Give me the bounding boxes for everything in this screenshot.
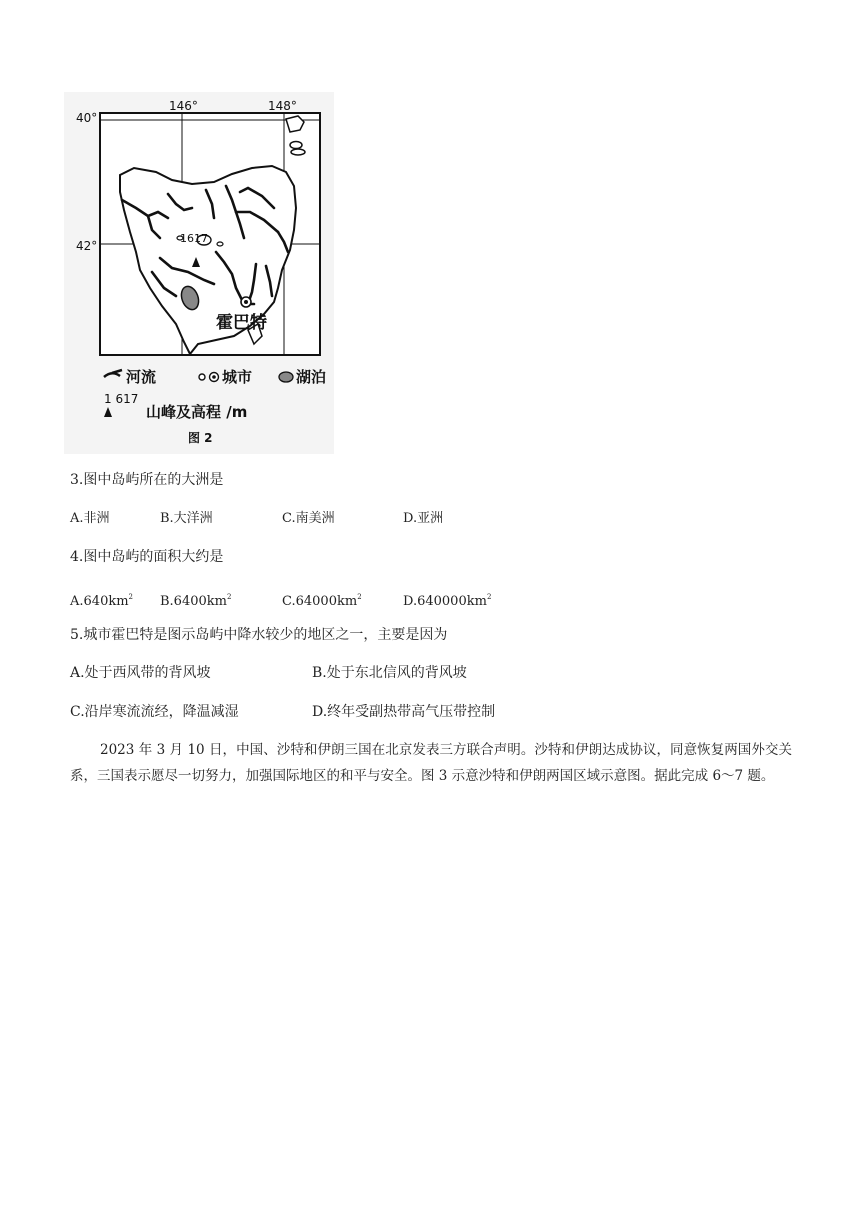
legend-town-icon (199, 374, 205, 380)
option-text: D.640000km (403, 594, 487, 609)
question-5-option-d: D.终年受副热带高气压带控制 (312, 704, 496, 720)
question-3-option-a: A.非洲 (70, 511, 110, 526)
question-4-option-b (160, 588, 231, 611)
question-3-option-b: B.大洋洲 (160, 511, 213, 526)
islet-1 (290, 142, 302, 149)
legend-peak-value: 1 617 (104, 392, 139, 406)
question-5-option-c: C.沿岸寒流流经，降温减湿 (70, 704, 239, 720)
lat-label-40: 40° (76, 111, 98, 125)
option-text: B.6400km (160, 594, 227, 609)
question-4-option-d (403, 588, 491, 611)
legend-lake-label: 湖泊 (296, 368, 327, 386)
legend-peak-label: 山峰及高程 /m (146, 403, 248, 421)
islet-2 (291, 149, 305, 155)
question-3-stem: 3.图中岛屿所在的大洲是 (70, 472, 224, 488)
question-5-option-a: A.处于西风带的背风坡 (70, 665, 211, 681)
question-3-option-c: C.南美洲 (282, 511, 335, 526)
lat-label-42: 42° (76, 239, 98, 253)
peak-elevation-label: 1617 (180, 232, 208, 245)
option-text: C.64000km (282, 594, 358, 609)
unit-superscript: 2 (486, 593, 492, 601)
lon-label-148: 148° (268, 99, 297, 113)
question-4-option-c (282, 588, 362, 611)
map-figure (64, 92, 334, 454)
lake-small (217, 242, 223, 246)
passage-paragraph: 2023 年 3 月 10 日，中国、沙特和伊朗三国在北京发表三方联合声明。沙特和伊朗达成协议，同意恢复两国外交关系，三国表示愿尽一切努力，加强国际地区的和平与安全。图 3 示意沙特和伊朗两国区域示意图。据此完成 6～7 题。 (70, 742, 792, 784)
figure-caption: 图 2 (188, 431, 213, 445)
city-label: 霍巴特 (216, 313, 267, 333)
legend-lake-icon (279, 372, 293, 382)
unit-superscript: 2 (128, 593, 134, 601)
question-3-option-d: D.亚洲 (403, 511, 444, 526)
unit-superscript: 2 (357, 593, 362, 601)
question-4-option-a (70, 588, 133, 611)
question-4-stem: 4.图中岛屿的面积大约是 (70, 549, 224, 565)
legend-river-label: 河流 (126, 368, 157, 386)
question-5-option-b: B.处于东北信风的背风坡 (312, 665, 467, 681)
legend-city-label: 城市 (222, 368, 253, 386)
legend-city-dot (212, 375, 216, 379)
city-marker-dot (244, 300, 248, 304)
unit-superscript: 2 (226, 593, 232, 601)
lon-label-146: 146° (169, 99, 198, 113)
question-5-stem: 5.城市霍巴特是图示岛屿中降水较少的地区之一，主要是因为 (70, 627, 448, 643)
option-text: A.640km (70, 594, 129, 609)
